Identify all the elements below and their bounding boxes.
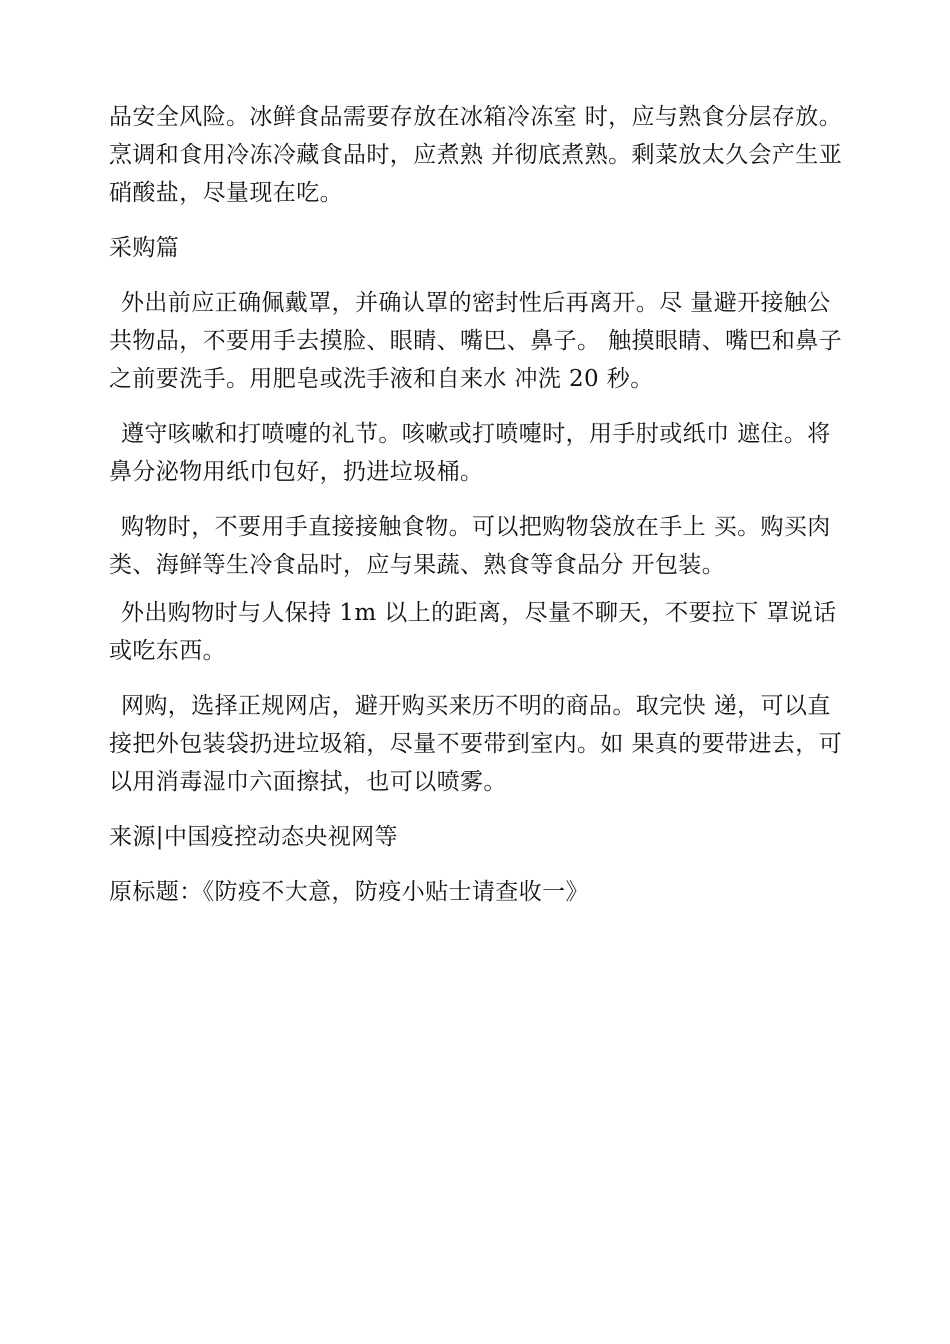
body-paragraph-mask-hygiene: 外出前应正确佩戴罩，并确认罩的密封性后再离开。尽 量避开接触公共物品，不要用手去摸脸、眼睛、嘴巴、鼻子。 触摸眼睛、嘴巴和鼻子之前要洗手。用肥皂或洗手液和自来水 冲洗 20 秒。 xyxy=(109,290,843,392)
body-paragraph-cough-etiquette: 遵守咳嗽和打喷嚏的礼节。咳嗽或打喷嚏时，用手肘或纸巾 遮住。将鼻分泌物用纸巾包好，扔进垃圾桶。 xyxy=(109,421,831,485)
body-paragraph-distance: 外出购物时与人保持 1m 以上的距离，尽量不聊天，不要拉下 罩说话或吃东西。 xyxy=(109,600,837,664)
intro-paragraph: 品安全风险。冰鲜食品需要存放在冰箱冷冻室 时，应与熟食分层存放。烹调和食用冷冻冷藏食品时，应煮熟 并彻底煮熟。剩菜放太久会产生亚硝酸盐，尽量现在吃。 xyxy=(109,104,843,206)
source-line: 来源|中国疫控动态央视网等 xyxy=(109,824,398,850)
section-heading: 采购篇 xyxy=(109,235,180,261)
body-paragraph-shopping: 购物时，不要用手直接接触食物。可以把购物袋放在手上 买。购买肉类、海鲜等生冷食品时，应与果蔬、熟食等食品分 开包装。 xyxy=(109,514,831,578)
body-paragraph-online-shopping: 网购，选择正规网店，避开购买来历不明的商品。取完快 递，可以直接把外包装袋扔进垃圾箱，尽量不要带到室内。如 果真的要带进去，可以用消毒湿巾六面擦拭，也可以喷雾。 xyxy=(109,693,843,795)
document-page xyxy=(109,98,845,911)
original-title-line: 原标题：《防疫不大意，防疫小贴士请查收一》 xyxy=(109,879,589,905)
